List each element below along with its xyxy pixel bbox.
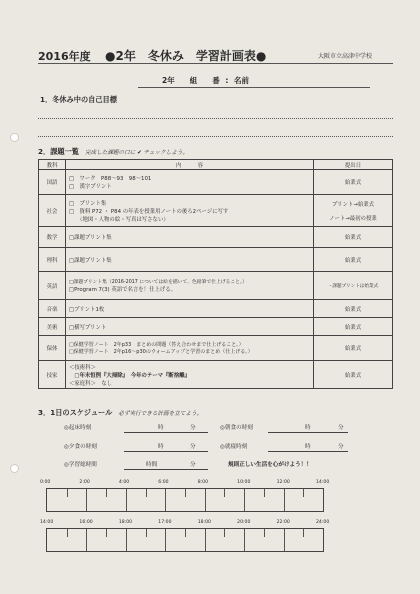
timeline-tick [106,489,107,497]
section-schedule-label: 3．1日のスケジュール [38,408,113,417]
table-row [39,300,393,318]
row-content [66,361,314,389]
table-row [39,336,393,361]
row-content [66,300,314,318]
breakfast-label: ◎朝食の時刻 [220,425,253,431]
task-line[interactable]: □ 資料 P72 ・ P84 の年表を授業用ノートの後ろ2ページに写す [69,208,229,215]
timeline-tick [67,489,68,497]
timeline-tick [106,529,107,537]
timeline-hour-label: 14:00 [316,480,330,485]
timeline-tick [264,489,265,497]
section-goal-title: 1．冬休み中の自己目標 [40,95,117,104]
row-subject: 数学 [39,227,66,248]
section-tasks-title [38,147,188,157]
row-due [314,336,393,361]
row-subject: 英語 [39,272,66,300]
breakfast-min: 分 [338,425,344,431]
due-text: 始業式 [344,235,362,241]
task-line: ＜家庭科＞ なし [69,380,113,387]
section-tasks-hint: 完成した課題の口に ✔ チェックしよう。 [84,150,189,156]
task-line: （地図・人物の絵・写真は写さない） [69,216,169,223]
due-text: 始業式 [344,257,362,264]
table-row [39,318,393,336]
study-min: 分 [190,462,196,468]
timeline-tick [224,529,225,537]
class-name-line: 2年 組 番 : 名前 [162,76,249,85]
due-text: 始業式 [344,346,362,352]
bedtime-min: 分 [338,444,344,450]
due-text: ・課題プリントは始業式 [327,283,379,289]
row-due [314,318,393,336]
section-tasks-label: 2．課題一覧 [38,147,79,156]
timeline-hour-label: 4:00 [118,480,130,485]
row-subject: 国語 [39,170,66,195]
row-due [314,248,393,272]
task-line[interactable]: □プリント1枚 [69,306,105,313]
timeline-1-box[interactable] [46,488,324,512]
timeline-tick [165,529,166,551]
header-due: 提出日 [314,160,393,170]
header-underline [38,63,393,64]
timeline-hour-label: 18:00 [197,520,211,525]
due-text: ノート→最初の授業 [329,215,377,222]
page-title: ●2年 冬休み 学習計画表● [105,49,267,63]
task-line[interactable]: □保健学習ノート 2年p33 まとめの問題（答え合わせまで仕上げること。） [69,342,244,348]
timeline-tick [224,489,225,497]
school-name: 大阪市立高津中学校 [318,53,373,60]
due-text: 始業式 [344,180,362,186]
timeline-tick [205,529,206,551]
wake-min: 分 [190,425,196,431]
section-schedule-hint: 必ず実行できる計画を立てよう。 [118,411,203,417]
dinner-min: 分 [190,444,196,450]
due-text: プリント→始業式 [331,201,375,208]
binder-hole-top [10,133,19,142]
wake-time-row[interactable] [64,423,91,431]
row-subject: 社会 [39,195,66,227]
due-text: 始業式 [344,306,362,313]
timeline-hour-label: 18:00 [118,520,133,525]
row-due [314,195,393,227]
timeline-hour-label: 22:00 [276,520,290,525]
timeline-hour-label: 0:00 [40,480,51,485]
task-line[interactable]: □課題プリント集 [69,257,112,264]
row-content [66,195,314,227]
timeline-tick [244,489,245,511]
timeline-tick [67,529,68,537]
row-subject: 保体 [39,336,66,361]
row-due [314,300,393,318]
table-row [39,361,393,389]
timeline-hour-label: 24:00 [316,520,330,525]
row-content [66,170,314,195]
table-row [39,170,393,195]
timeline-tick [244,529,245,551]
bedtime-line[interactable] [268,451,348,452]
task-line[interactable]: □課題プリント集（2016-2017 については絵を描いて、色鉛筆で仕上げること。） [69,280,248,285]
timeline-hour-label: 6:00 [158,480,169,485]
wake-label: ◎起床時刻 [64,425,92,431]
due-text: 始業式 [344,372,362,379]
breakfast-hour: 時 [305,425,311,431]
table-header-row [39,160,393,170]
header-content: 内 容 [66,160,314,170]
timeline-hour-label: 12:00 [276,480,290,485]
timeline-tick [146,489,147,497]
timeline-tick [264,529,265,537]
breakfast-line[interactable] [268,432,348,433]
bedtime-hour: 時 [305,444,311,450]
timeline-tick [303,529,304,537]
task-line: ＜技術科＞ [69,364,96,371]
tasks-table [38,159,393,389]
task-line[interactable]: □横写プリント [69,324,107,331]
row-subject: 美術 [39,318,66,336]
row-subject: 技家 [39,361,66,389]
table-row [39,227,393,248]
timeline-tick [185,489,186,497]
dinner-label: ◎夕食の時刻 [64,444,97,450]
timeline-hour-label: 8:00 [197,480,209,485]
goal-line-2 [38,136,393,137]
timeline-hour-label: 16:00 [79,520,93,525]
header-subject: 教科 [39,160,66,170]
section-schedule-title [38,408,202,418]
row-due [314,272,393,300]
due-text: 始業式 [344,324,362,331]
task-line[interactable]: □年末恒例『大掃除』 今年のテーマ『断捨離』 [69,372,190,379]
name-underline [138,87,370,88]
row-content [66,272,314,300]
table-row [39,248,393,272]
task-line[interactable]: □保健学習ノート 2年p16〜p30のウォームアップと学習のまとめ（仕上げる。） [69,349,253,355]
table-row [39,272,393,300]
timeline-tick [165,489,166,511]
timeline-hour-label: 2:00 [79,480,90,485]
task-line[interactable]: □ 漢字プリント [69,184,112,190]
task-line[interactable]: □Program 7(3) 英語で名言を！仕上げる。 [69,287,177,293]
dinner-line[interactable] [124,451,208,452]
dinner-hour: 時 [158,444,164,450]
timeline-hour-label: 20:00 [237,520,251,525]
timeline-tick [185,529,186,537]
row-content [66,318,314,336]
row-content [66,336,314,361]
row-due [314,227,393,248]
timeline-hour-label: 17:00 [158,520,172,525]
row-content [66,227,314,248]
row-due [314,170,393,195]
row-content [66,248,314,272]
wake-line[interactable] [124,432,208,433]
study-line[interactable] [124,469,208,470]
task-line[interactable]: □課題プリント集 [69,235,112,241]
study-label: ◎学習総時間 [64,462,97,468]
timeline-hour-label: 10:00 [237,480,251,485]
timeline-tick [284,489,285,511]
row-subject: 理科 [39,248,66,272]
year-label: 2016年度 [38,50,91,63]
row-subject: 音楽 [39,300,66,318]
motto-text: 規則正しい生活を心がけよう！！ [228,462,312,468]
goal-line-1 [38,118,393,119]
task-line[interactable]: □ プリント集 [69,200,107,207]
wake-hour: 時 [158,425,164,431]
row-due [314,361,393,389]
task-line[interactable]: □ ワーク P88〜93 98〜101 [69,176,152,182]
timeline-tick [126,529,127,551]
timeline-tick [86,489,87,511]
bedtime-label: ◎就寝時刻 [220,444,248,450]
timeline-tick [126,489,127,511]
binder-hole-bottom [10,464,19,473]
timeline-tick [303,489,304,497]
study-hour: 時間 [146,462,158,468]
table-row [39,195,393,227]
timeline-2-box[interactable] [46,528,324,552]
timeline-tick [284,529,285,551]
timeline-hour-label: 14:00 [40,520,54,525]
timeline-tick [146,529,147,537]
timeline-tick [86,529,87,551]
timeline-tick [205,489,206,511]
